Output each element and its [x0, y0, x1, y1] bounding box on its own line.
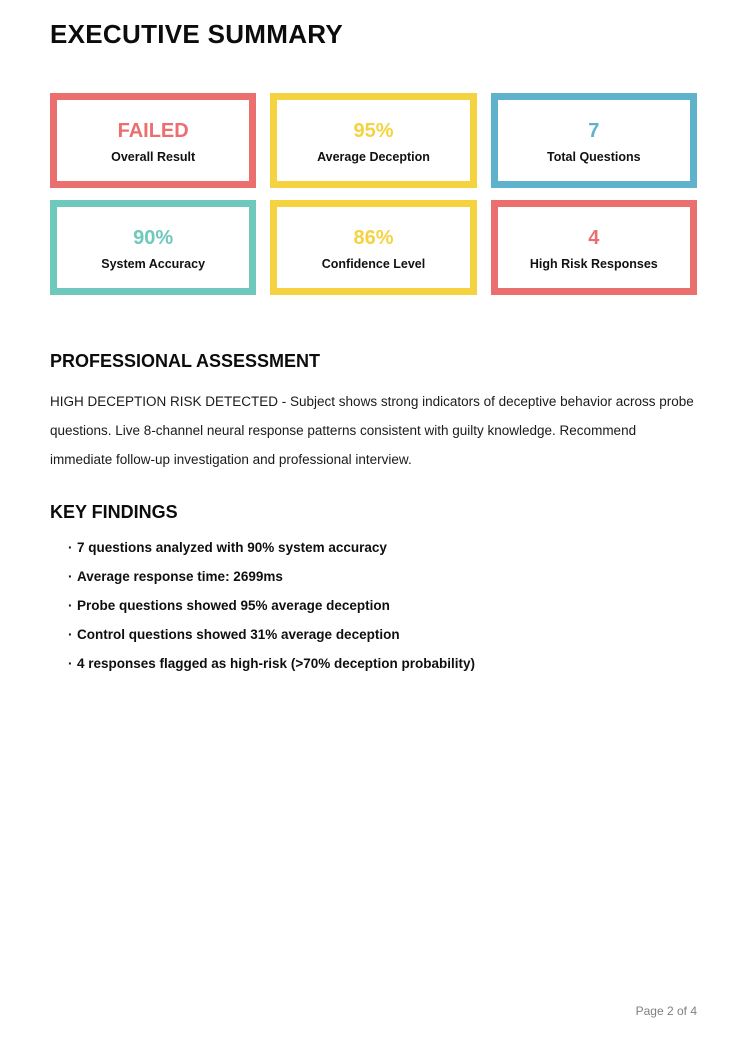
- stat-label: System Accuracy: [101, 256, 206, 271]
- stat-label: Overall Result: [111, 149, 196, 164]
- stat-card-confidence-level: [270, 200, 476, 295]
- key-finding-item: · 7 questions analyzed with 90% system accuracy: [68, 533, 697, 562]
- stat-value: 86%: [353, 226, 394, 249]
- key-finding-item: · Control questions showed 31% average deception: [68, 620, 697, 649]
- stat-value: 95%: [353, 119, 394, 142]
- page-number-indicator: Page 2 of 4: [635, 1004, 697, 1018]
- stat-label: Confidence Level: [321, 256, 426, 271]
- key-findings-heading: KEY FINDINGS: [50, 502, 178, 523]
- professional-assessment-heading: PROFESSIONAL ASSESSMENT: [50, 350, 321, 371]
- stat-card-overall-result: [50, 93, 256, 188]
- stat-value: 7: [588, 119, 600, 142]
- stat-card-high-risk-responses: [491, 200, 697, 295]
- stat-value: FAILED: [117, 119, 189, 142]
- key-finding-item: · Probe questions showed 95% average deception: [68, 591, 697, 620]
- stat-card-system-accuracy: [50, 200, 256, 295]
- stat-card-average-deception: [270, 93, 476, 188]
- stat-label: Average Deception: [317, 149, 430, 164]
- key-findings-list: [50, 533, 697, 678]
- stat-label: High Risk Responses: [529, 256, 658, 271]
- stat-card-total-questions: [491, 93, 697, 188]
- stat-label: Total Questions: [547, 149, 641, 164]
- key-finding-item: · Average response time: 2699ms: [68, 562, 697, 591]
- key-finding-item: · 4 responses flagged as high-risk (>70% deception probability): [68, 649, 697, 678]
- stat-value: 4: [588, 226, 600, 249]
- professional-assessment-text: HIGH DECEPTION RISK DETECTED - Subject shows strong indicators of deceptive behavior across probe questions. Live 8-channel neural response patterns consistent with guilty knowledge. Recommend immediate follow-up investigation and professional interview.: [50, 394, 694, 468]
- page-title: EXECUTIVE SUMMARY: [50, 19, 344, 49]
- stat-card-grid: [50, 93, 697, 295]
- stat-value: 90%: [133, 226, 174, 249]
